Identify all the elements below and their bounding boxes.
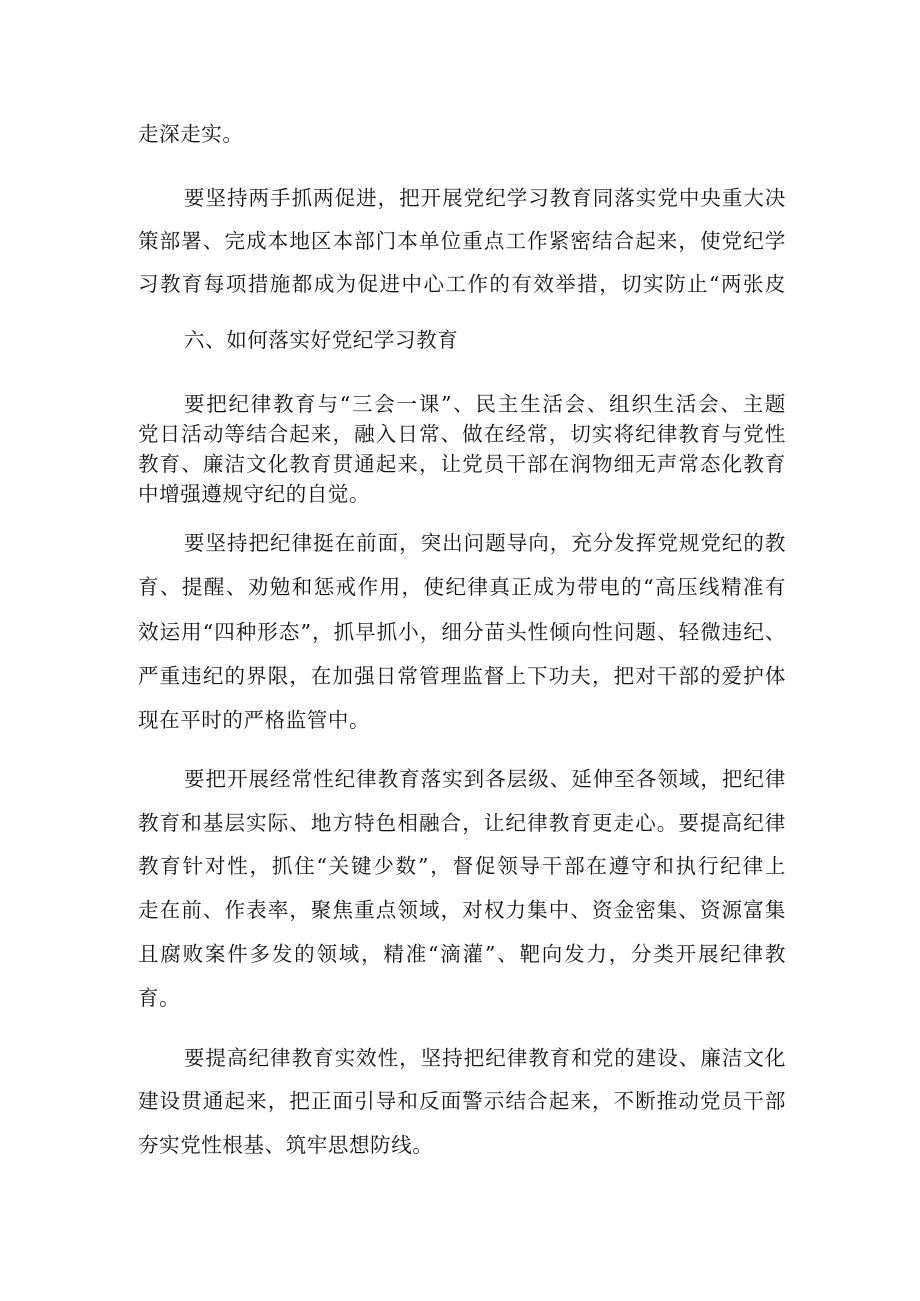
paragraph-fragment: 走深走实。 [138, 122, 244, 146]
paragraph-line: 要把纪律教育与“三会一课”、民主生活会、组织生活会、主题 [184, 392, 786, 416]
paragraph-line: 要坚持把纪律挺在前面，突出问题导向，充分发挥党规党纪的教 [184, 531, 786, 555]
paragraph-line: 党日活动等结合起来，融入日常、做在经常，切实将纪律教育与党性 [138, 422, 786, 446]
paragraph-line: 效运用“四种形态”，抓早抓小，细分苗头性倾向性问题、轻微违纪、 [138, 620, 786, 644]
paragraph-line: 策部署、完成本地区本部门本单位重点工作紧密结合起来，使党纪学 [138, 229, 786, 253]
paragraph-line: 要把开展经常性纪律教育落实到各层级、延伸至各领域，把纪律 [184, 767, 786, 791]
paragraph-line: 要提高纪律教育实效性，坚持把纪律教育和党的建设、廉洁文化 [184, 1046, 786, 1070]
paragraph-line: 且腐败案件多发的领域，精准“滴灌”、靶向发力，分类开展纪律教 [138, 942, 786, 966]
paragraph-line: 教育、廉洁文化教育贯通起来，让党员干部在润物细无声常态化教育 [138, 452, 786, 476]
paragraph-line: 教育针对性，抓住“关键少数”，督促领导干部在遵守和执行纪律上 [138, 854, 786, 878]
paragraph-line: 习教育每项措施都成为促进中心工作的有效举措，切实防止“两张皮 [138, 272, 786, 296]
paragraph-line: 育。 [138, 986, 181, 1010]
paragraph-line: 走在前、作表率，聚焦重点领域，对权力集中、资金密集、资源富集 [138, 898, 786, 922]
paragraph-line: 教育和基层实际、地方特色相融合，让纪律教育更走心。要提高纪律 [138, 811, 786, 835]
paragraph-line: 建设贯通起来，把正面引导和反面警示结合起来，不断推动党员干部 [138, 1089, 786, 1113]
paragraph-line: 夯实党性根基、筑牢思想防线。 [138, 1133, 434, 1157]
section-heading: 六、如何落实好党纪学习教育 [184, 328, 459, 352]
paragraph-line: 要坚持两手抓两促进，把开展党纪学习教育同落实党中央重大决 [184, 186, 786, 210]
paragraph-line: 中增强遵规守纪的自觉。 [138, 482, 371, 506]
paragraph-line: 严重违纪的界限，在加强日常管理监督上下功夫，把对干部的爱护体 [138, 664, 786, 688]
paragraph-line: 育、提醒、劝勉和惩戒作用，使纪律真正成为带电的“高压线精准有 [138, 575, 786, 599]
paragraph-line: 现在平时的严格监管中。 [138, 708, 371, 732]
